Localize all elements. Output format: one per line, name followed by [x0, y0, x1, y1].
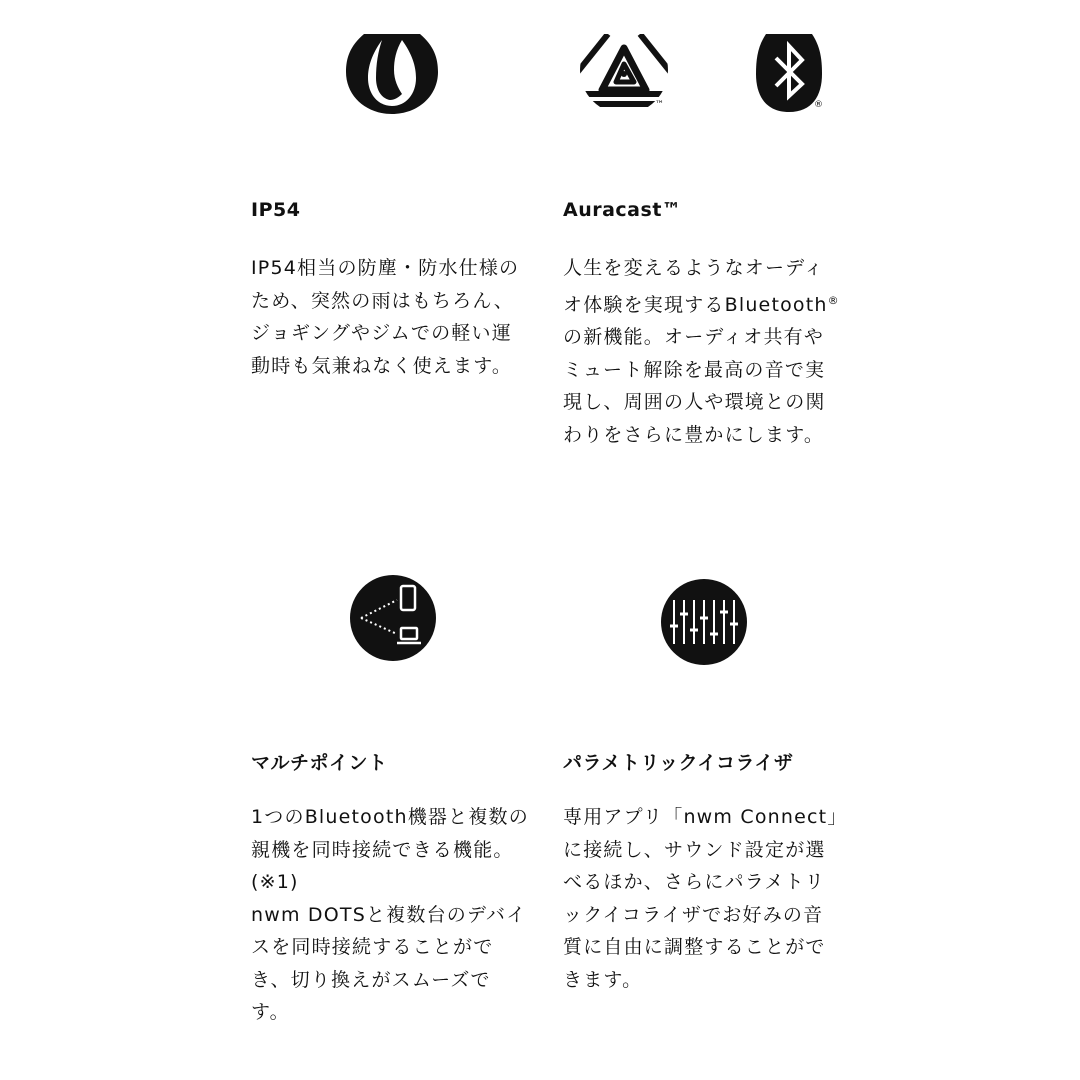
registered-mark: ® [814, 100, 823, 110]
feature-description: 1つのBluetooth機器と複数の 親機を同時接続できる機能。 (※1) nwm DOTSと複数台のデバイ スを同時接続することがで き、切り換えがスムーズで す。 [251, 806, 529, 1023]
trademark-mark: ™ [655, 100, 664, 110]
bluetooth-icon [756, 34, 822, 114]
feature-description: 専用アプリ「nwm Connect」 に接続し、サウンド設定が選 べるほか、さらにパラメトリ ックイコライザでお好みの音 質に自由に調整することがで きます。 [563, 806, 848, 991]
description-line: ミュート解除を最高の音で実 [563, 358, 826, 381]
feature-title: IP54 [251, 199, 301, 221]
registered-mark: ® [827, 293, 840, 307]
water-drop-icon [346, 34, 438, 114]
feature-description: IP54相当の防塵・防水仕様の ため、突然の雨はもちろん、 ジョギングやジムでの軽い運 動時も気兼ねなく使えます。 [251, 257, 520, 377]
description-line: わりをさらに豊かにします。 [563, 423, 825, 446]
feature-title: Auracast™ [563, 199, 682, 221]
feature-description [563, 252, 853, 451]
description-line [563, 285, 853, 322]
description-text: オ体験を実現するBluetooth [563, 293, 828, 316]
feature-title: パラメトリックイコライザ [563, 752, 794, 774]
description-line: 現し、周囲の人や環境との関 [563, 391, 826, 413]
description-line: の新機能。オーディオ共有や [563, 326, 825, 348]
feature-title: マルチポイント [251, 752, 388, 774]
multipoint-icon [349, 574, 437, 662]
equalizer-icon [660, 578, 748, 666]
description-line: 人生を変えるようなオーディ [563, 257, 825, 279]
